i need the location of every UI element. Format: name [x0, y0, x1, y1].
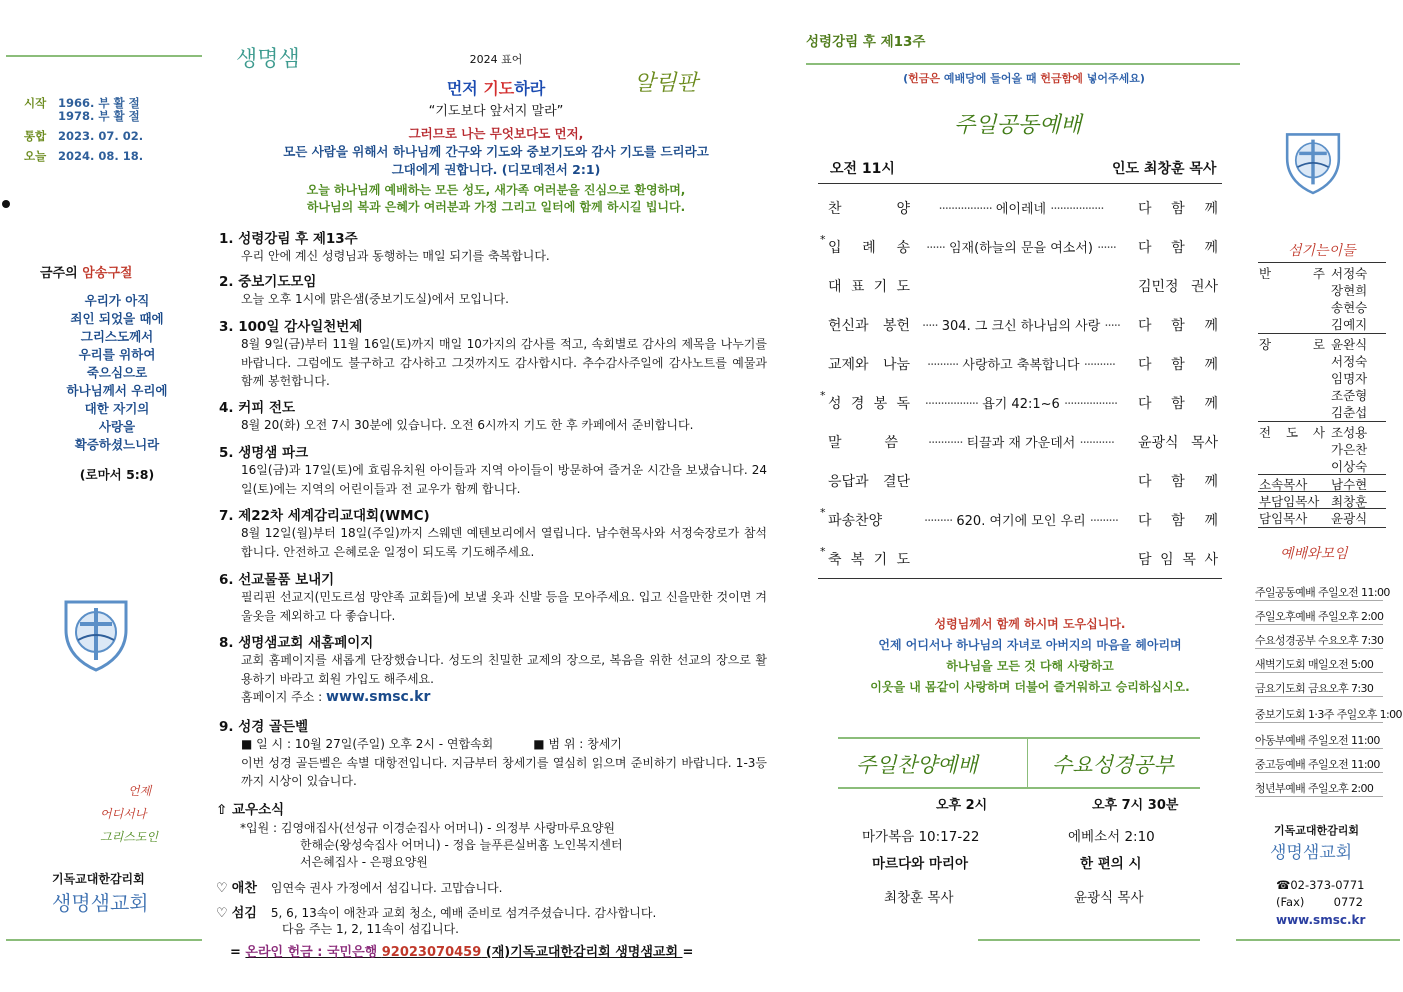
main-worship-title: 주일공동예배	[954, 113, 1082, 138]
schedule-row-2: 주일오후예배 주일오후 2:00	[1255, 610, 1384, 623]
welcome-l2: 하나님의 복과 은혜가 여러분과 가정 그리고 일터에 함께 하시길 빕니다.	[306, 200, 686, 214]
order-row-4: 헌신과 봉헌 ····· 304. 그 크신 하나님의 사랑 ····· 다 함 께	[828, 318, 1218, 334]
servants-top-rule	[1258, 262, 1386, 263]
love-meal: ♡ 애찬 임연숙 권사 가정에서 섬깁니다. 고맙습니다.	[216, 881, 503, 896]
order-row-3: 대 표 기 도 김민정 권사	[828, 279, 1218, 295]
servants-bottom-rule	[1258, 527, 1386, 528]
service-time: 오전 11시	[830, 161, 895, 177]
left-denomination: 기독교대한감리회	[52, 872, 145, 886]
history-start-2: 1978. 부 활 절	[58, 109, 140, 123]
left-bottom-rule	[6, 939, 202, 941]
order-row-9: * 파송찬양 ········· 620. 여기에 모인 우리 ········· 다 함 께	[820, 506, 1218, 529]
worship-top-rule	[806, 63, 1240, 65]
slogan-line-1: 언제	[128, 784, 152, 798]
wednesday-preacher: 윤광식 목사	[1074, 890, 1144, 906]
homepage-link[interactable]: www.smsc.kr	[326, 689, 431, 705]
scripture-l3: 그대에게 권합니다. (디모데전서 2:1)	[391, 162, 601, 177]
notice-4: 4. 커피 전도 8월 20(화) 오전 7시 30분에 있습니다. 오전 6시까지 기도 한 후 카페에서 준비합니다.	[219, 400, 694, 432]
blessing-l1: 성령님께서 함께 하시며 도우십니다.	[934, 617, 1126, 631]
church-fax: (Fax) 0772	[1276, 895, 1363, 909]
news-line-1: *입원 : 김영애집사(선성규 이경순집사 어머니) - 의정부 사랑마루요양원	[240, 821, 616, 835]
history-start: 시작 1966. 부 활 절	[24, 96, 140, 110]
blessing-l4: 이웃을 내 몸같이 사랑하며 더불어 즐거워하고 승리하십시오.	[870, 680, 1190, 694]
right-church-name: 생명샘교회	[1270, 843, 1353, 863]
church-website[interactable]: www.smsc.kr	[1276, 913, 1366, 927]
schedule-row-6: 중보기도회 1·3주 주일오후 1:00	[1255, 708, 1402, 721]
history-merge: 통합 2023. 07. 02.	[24, 129, 144, 143]
news-line-2: 한해순(왕성숙집사 어머니) - 정읍 늘푸른실버홈 노인복지센터	[300, 838, 623, 852]
notice-8: 8. 생명샘교회 새홈페이지 교회 홈페이지를 새롭게 단장했습니다. 성도의 친밀한 교제의 장으로, 복음을 위한 선교의 장으로 활용하기 바라고 회원 가입도 해주세요. 홈페이지 주소 : www.smsc.kr	[219, 635, 767, 705]
schedule-row-7: 아동부예배 주일오전 11:00	[1255, 732, 1383, 749]
wednesday-study-title: 수요성경공부	[1052, 753, 1174, 777]
left-church-name: 생명샘교회	[52, 891, 149, 915]
church-phone: ☎02-373-0771	[1276, 878, 1365, 892]
schedule-title: 예배와모임	[1280, 546, 1348, 562]
memory-verse-title: 금주의 암송구절	[40, 266, 133, 281]
service-leader: 인도 최창훈 목사	[1112, 161, 1217, 177]
season-title: 성령강림 후 제13주	[806, 34, 926, 50]
servants-title: 섬기는이들	[1288, 243, 1356, 259]
offering-notice: (헌금은 예배당에 들어올 때 헌금함에 넣어주세요)	[903, 72, 1145, 85]
scripture-l2: 모든 사람을 위해서 하나님께 간구와 기도와 중보기도와 감사 기도를 드리라고	[283, 144, 709, 159]
order-row-8: 응답과 결단 다 함 께	[828, 474, 1218, 490]
wednesday-sermon: 한 편의 시	[1080, 856, 1142, 872]
history-today: 오늘 2024. 08. 18.	[24, 149, 144, 163]
right-denomination: 기독교대한감리회	[1274, 824, 1360, 837]
schedule-row-1: 주일공동예배 주일오전 11:00	[1255, 586, 1390, 599]
notice-5: 5. 생명샘 파크 16일(금)과 17일(토)에 효림유치원 아이들과 지역 아이들이 방문하여 즐거운 시간을 보냈습니다. 24일(토)에는 지역의 어린이들과 전 교우가 함께 합니다.	[219, 445, 767, 496]
praise-sermon: 마르다와 마리아	[872, 856, 968, 872]
church-news-head: ⇧ 교우소식	[216, 802, 285, 818]
services-mid-rule	[838, 787, 1200, 789]
right-bottom-rule	[1236, 939, 1400, 941]
left-top-rule	[6, 55, 202, 57]
schedule-row-8: 중고등예배 주일오전 11:00	[1255, 756, 1383, 773]
notice-9: 9. 성경 골든벨 ■ 일 시 : 10월 27일(주일) 오후 2시 - 연합속회 ■ 범 위 : 창세기 이번 성경 골든벨은 속별 대항전입니다. 지금부터 창세기를 열심히 읽으며 준비하기 바랍니다. 1-3등까지 시상이 있습니다.	[219, 719, 767, 788]
online-offering: = 온라인 헌금 : 국민은행 92023070459 (재)기독교대한감리회 생명샘교회 =	[230, 945, 694, 960]
scripture-l1: 그러므로 나는 무엇보다도 먼저,	[408, 126, 584, 141]
order-row-1: 찬 양 ················· 에이레네 ················· 다 함 께	[828, 201, 1218, 217]
service-team-next: 다음 주는 1, 2, 11속이 섬깁니다.	[282, 922, 459, 936]
praise-text: 마가복음 10:17-22	[862, 829, 980, 845]
board-title: 알림판	[634, 71, 698, 96]
bullet-dot	[2, 200, 10, 208]
schedule-row-3: 수요성경공부 수요오후 7:30	[1255, 634, 1384, 647]
services-divider	[1027, 738, 1028, 788]
order-row-6: * 성 경 봉 독 ················· 욥기 42:1~6 ················· 다 함 께	[820, 389, 1218, 412]
order-row-5: 교제와 나눔 ·········· 사랑하고 축복합니다 ·········· 다 함 께	[828, 357, 1218, 373]
praise-time: 오후 2시	[936, 798, 988, 813]
schedule-row-5: 금요기도회 금요오후 7:30	[1255, 680, 1383, 697]
services-top-rule	[838, 737, 1200, 739]
order-bottom-rule	[818, 578, 1222, 579]
schedule-row-4: 새벽기도회 매일오전 5:00	[1255, 656, 1383, 673]
praise-service-title: 주일찬양예배	[856, 753, 978, 777]
servants-rule-2	[1258, 421, 1386, 422]
blessing-l3: 하나님을 모든 것 다해 사랑하고	[946, 659, 1114, 673]
order-row-7: 말 씀 ··········· 티끌과 재 가운데서 ··········· 윤광식 목사	[828, 435, 1218, 451]
motto: 먼저 기도하라	[446, 79, 546, 98]
news-line-3: 서은혜집사 - 은평요양원	[300, 855, 428, 869]
notice-6: 6. 선교물품 보내기 필리핀 선교지(민도르섬 망얀족 교회들)에 보낼 옷과 신발 등을 모아주세요. 입고 신을만한 것이면 겨울옷을 제외하고 다 좋습니다.	[219, 572, 767, 623]
notice-7: 7. 제22차 세계감리교대회(WMC) 8월 12일(월)부터 18일(주일)까지 스웨덴 예텐보리에서 열립니다. 남수현목사와 서정숙장로가 참석합니다. 안전하고 은혜로운 일정이 되도록 기도해주세요.	[219, 508, 767, 559]
servants-rule-1	[1258, 333, 1386, 334]
service-team: ♡ 섬김 5, 6, 13속이 애찬과 교회 청소, 예배 준비로 섬겨주셨습니다. 감사합니다.	[216, 906, 657, 921]
brand-title: 생명샘	[236, 47, 300, 72]
slogan-line-2: 어디서나	[100, 807, 147, 821]
schedule-row-9: 청년부예배 주일오후 2:00	[1255, 780, 1383, 797]
notice-3: 3. 100일 감사일천번제 8월 9일(금)부터 11월 16일(토)까지 매일 10가지의 감사를 적고, 속회별로 감사의 제목을 나누기를 바랍니다. 그럼에도 불구하고 감사하고 그것까지도 감사합시다. 추수감사주일에 감사노트를 예물과 함께 봉헌합니다.	[219, 319, 767, 388]
year-motto: 2024 표어	[469, 53, 523, 66]
slogan-line-3: 그리스도인	[100, 830, 158, 844]
notice-2: 2. 중보기도모임 오늘 오후 1시에 맑은샘(중보기도실)에서 모입니다.	[219, 274, 509, 306]
notice-1: 1. 성령강림 후 제13주 우리 안에 계신 성령님과 동행하는 매일 되기를 축복합니다.	[219, 231, 550, 263]
church-emblem-icon	[60, 596, 132, 672]
wednesday-time: 오후 7시 30분	[1092, 798, 1179, 813]
blessing-l2: 언제 어디서나 하나님의 자녀로 아버지의 마음을 헤아리며	[878, 638, 1182, 652]
wednesday-text: 에베소서 2:10	[1068, 829, 1155, 845]
motto-sub: “기도보다 앞서지 말라”	[428, 104, 564, 119]
order-row-10: * 축 복 기 도 담 임 목 사	[820, 545, 1218, 568]
memory-verse: 우리가 아직 죄인 되었을 때에 그리스도께서 우리를 위하여 죽으심으로 하나님께서 우리에 대한 자기의 사랑을 확증하셨느니라 (로마서 5:8)	[66, 293, 168, 482]
worship-bottom-rule	[978, 939, 1200, 941]
praise-preacher: 최창훈 목사	[884, 890, 954, 906]
order-top-rule	[818, 183, 1222, 184]
order-row-2: * 입 례 송 ······ 임재(하늘의 문을 여소서) ······ 다 함 께	[820, 233, 1218, 256]
welcome-l1: 오늘 하나님께 예배하는 모든 성도, 새가족 여러분을 진심으로 환영하며,	[306, 183, 686, 197]
church-emblem-icon	[1282, 126, 1344, 198]
